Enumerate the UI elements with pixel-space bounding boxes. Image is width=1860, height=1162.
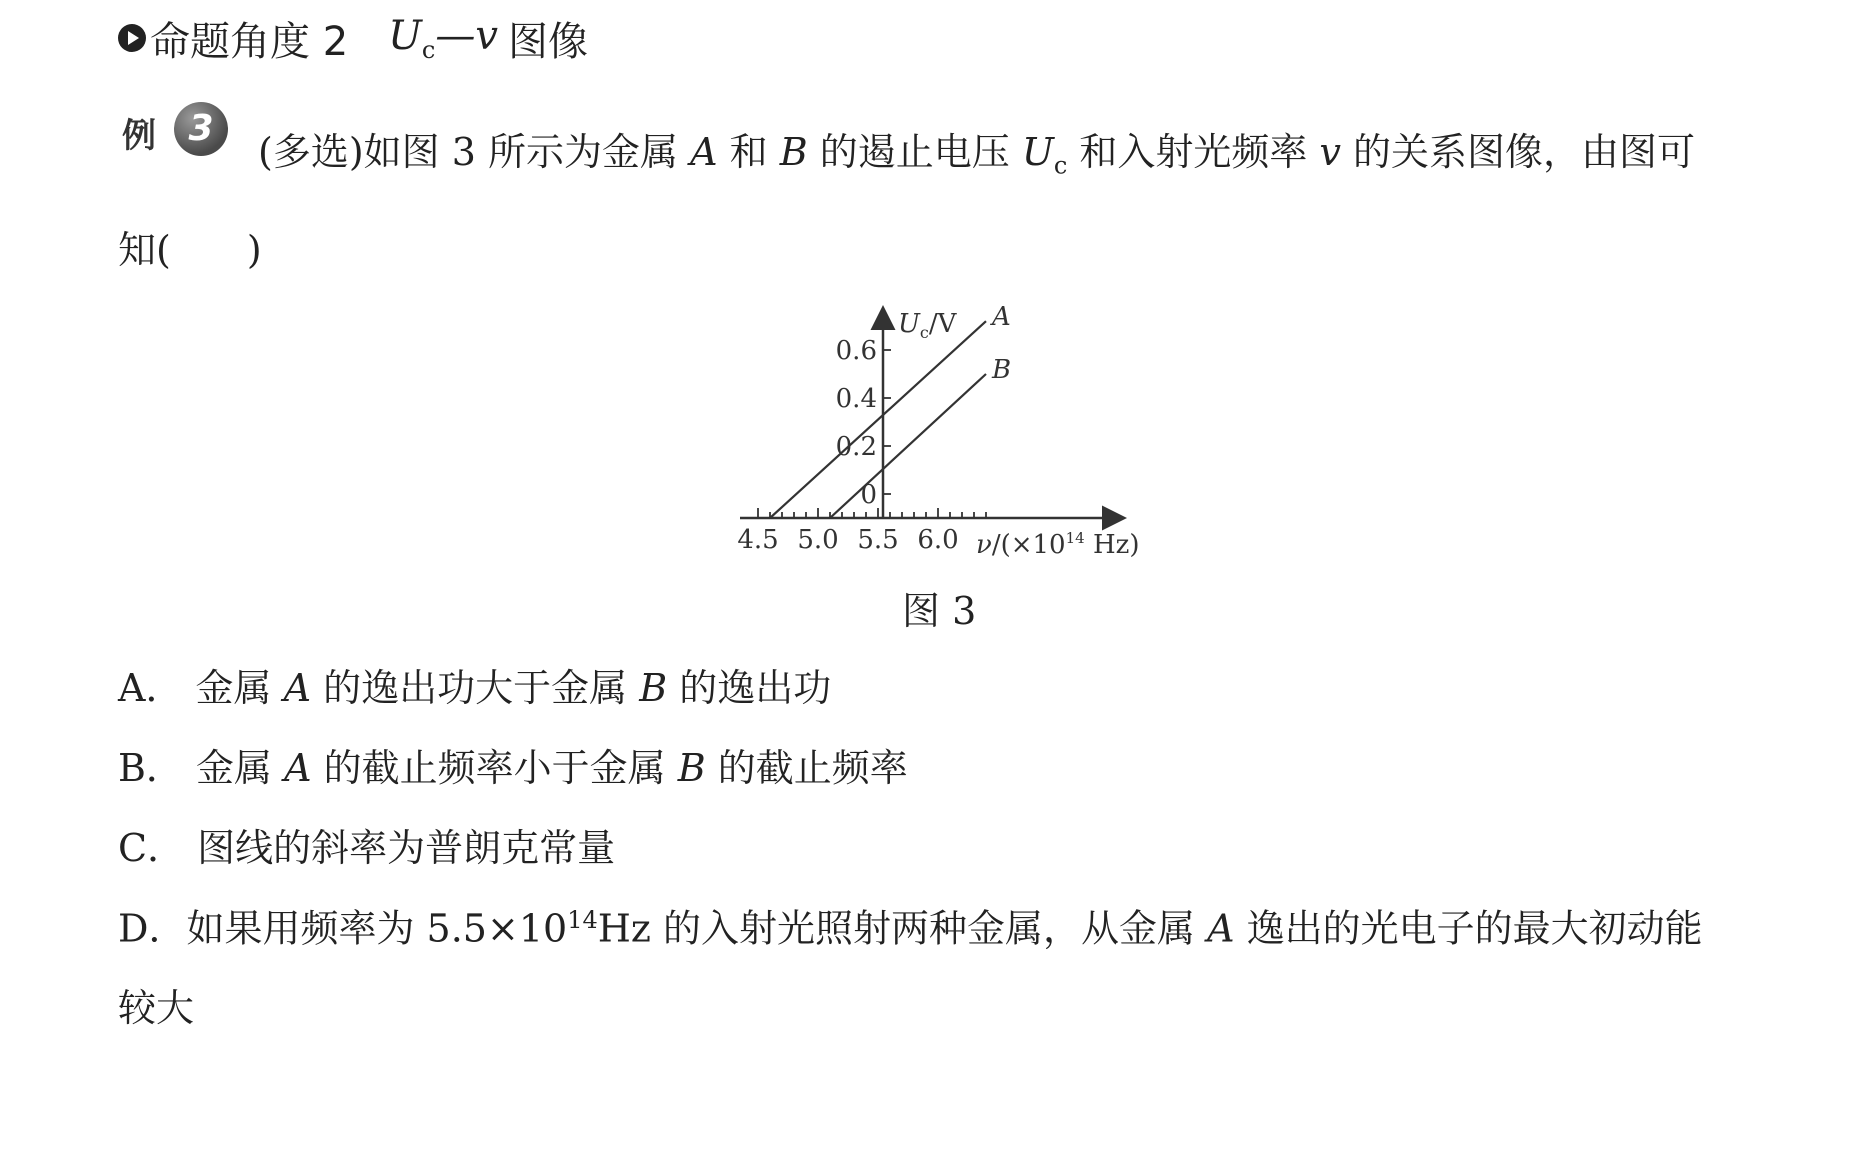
- example-label: 例: [122, 116, 156, 156]
- series-label-b: B: [992, 355, 1012, 385]
- question-stem-line1: (多选)如图 3 所示为金属 A 和 B 的遏止电压 $U_c$ 和入射光频率 v 的关系图像，由图可: [258, 130, 1696, 180]
- y-tick-label: 0: [860, 480, 877, 510]
- x-tick-label: 4.5: [737, 525, 779, 555]
- series-group: [770, 321, 986, 518]
- x-tick-label: 5.0: [797, 525, 839, 555]
- y-tick-label: 0.2: [835, 432, 877, 462]
- figure-caption: 图 3: [902, 589, 977, 633]
- heading-symbol: $U_c—v$: [388, 12, 498, 64]
- play-circle-icon: [118, 24, 146, 52]
- example-number-badge: 3: [174, 102, 228, 156]
- x-tick-label: 5.5: [857, 525, 899, 555]
- y-tick-label: 0.4: [835, 384, 877, 414]
- y-tick-label: 0.6: [835, 336, 877, 366]
- x-tick-label: 6.0: [917, 525, 959, 555]
- option-a[interactable]: A． 金属 A 的逸出功大于金属 B 的逸出功: [118, 666, 832, 710]
- y-axis-label: $U_c/V$: [898, 309, 957, 342]
- option-c[interactable]: C． 图线的斜率为普朗克常量: [118, 826, 616, 870]
- heading-prefix: 命题角度 2: [150, 18, 349, 65]
- question-stem-line2: 知( ): [118, 228, 262, 272]
- option-d-line2: 较大: [118, 986, 195, 1030]
- labels-group: [737, 302, 1139, 560]
- heading-tail: 图像: [507, 18, 588, 65]
- option-b[interactable]: B． 金属 A 的截止频率小于金属 B 的截止频率: [118, 746, 908, 790]
- series-line-a: [770, 321, 986, 518]
- figure-chart: [730, 300, 1170, 570]
- section-heading: [118, 10, 588, 66]
- x-axis-label: $\nu/(\times 10^{14}$ Hz): [976, 529, 1140, 560]
- option-d[interactable]: D．如果用频率为 $5.5\times 10^{14}Hz$ 的入射光照射两种金属，从金属 A 逸出的光电子的最大初动能: [118, 906, 1703, 951]
- uc-v-chart: [730, 300, 1170, 570]
- series-label-a: A: [992, 302, 1011, 333]
